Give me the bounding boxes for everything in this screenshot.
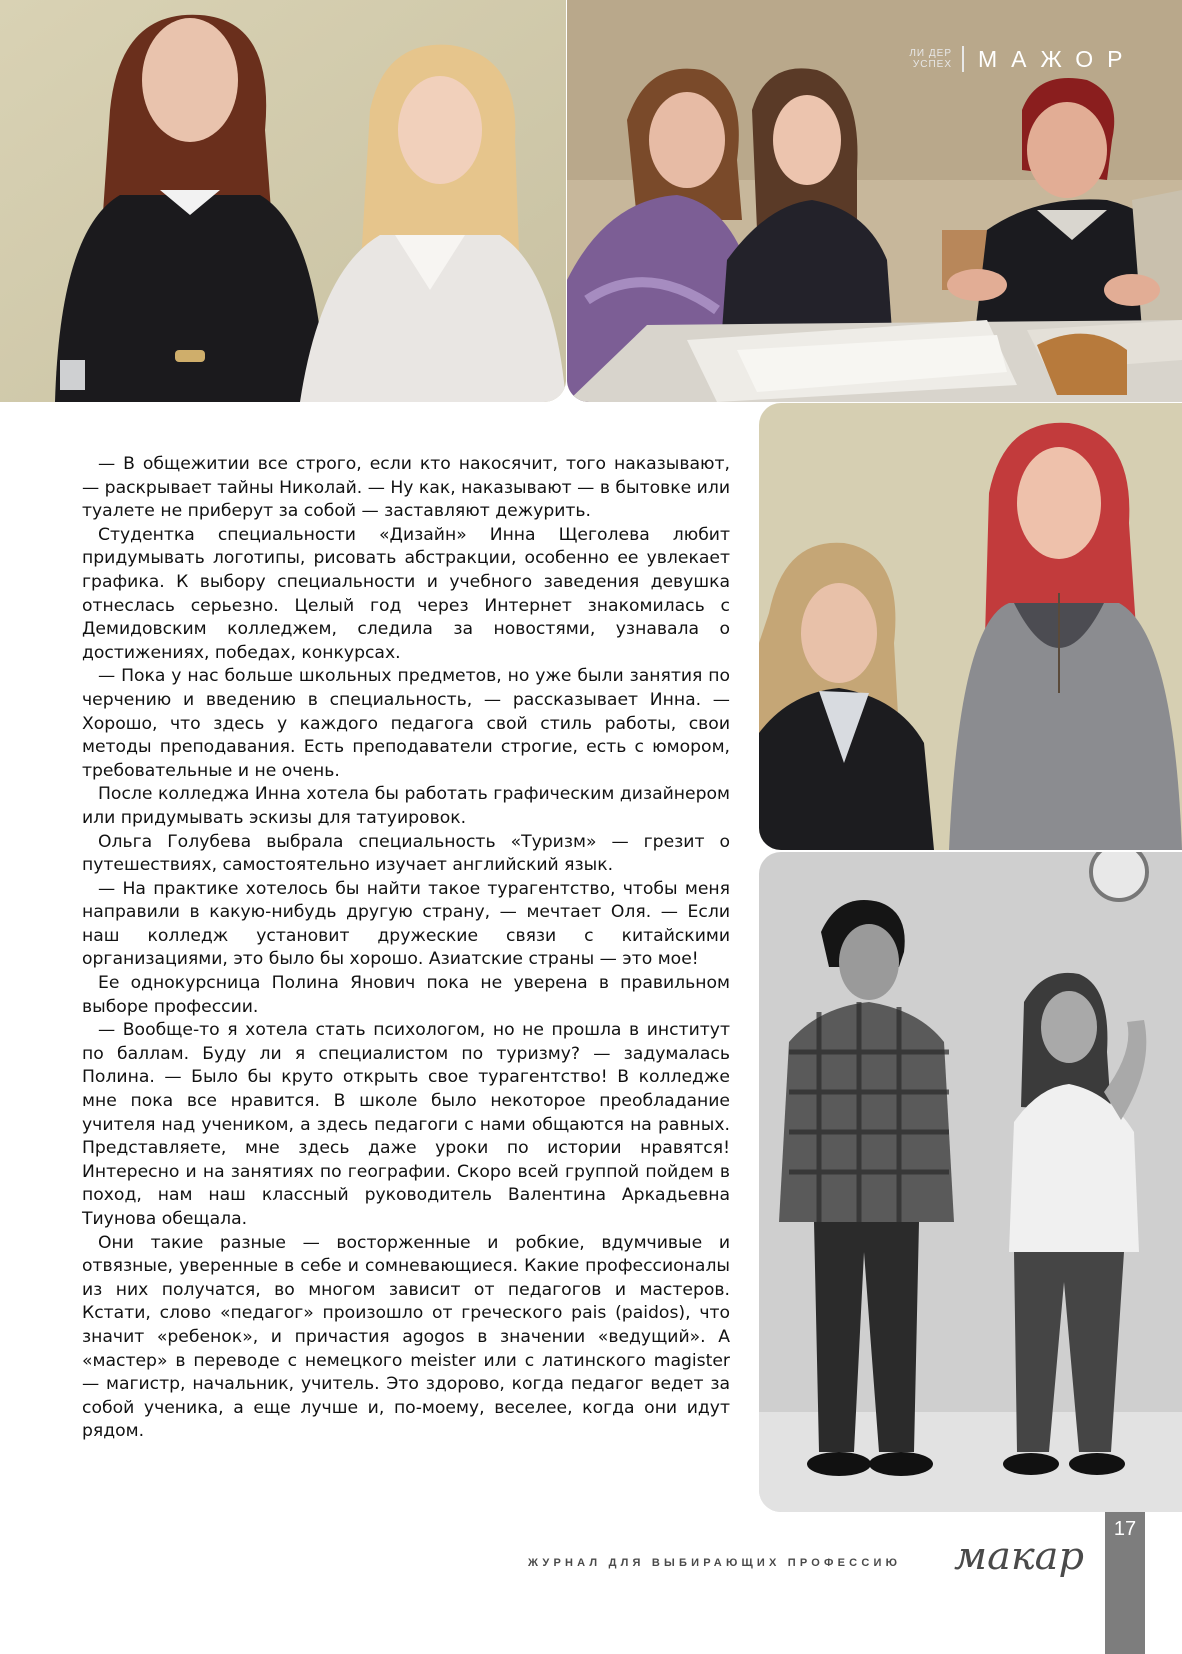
article-paragraph: Студентка специальности «Дизайн» Инна Щеголева любит придумывать логотипы, рисовать абстракции, особенно ее увлекает графика. К выбору специальности и учебного заведения девушка отнеслась серьезно. Целый год через Интернет знакомилась с Демидовским колледжем, следила за новостями, узнавала о достижениях, победах, конкурсах. (82, 524, 730, 663)
section-sublabel-line1: ЛИ ДЕР (909, 48, 952, 59)
magazine-logo (950, 1535, 1090, 1579)
photo-boy-and-girl-bw (759, 852, 1182, 1512)
page-number: 17 (1113, 1518, 1137, 1540)
article-paragraph: — Вообще-то я хотела стать психологом, но не прошла в институт по баллам. Буду ли я специалистом по туризму? — задумалась Полина. — Было бы круто открыть свое турагентство! В колледже мне пока все нравится. В школе было некоторое преобладание учителя над учеником, а здесь педагоги с нами общаются на равных. Представляете, мне здесь даже уроки по истории нравятся! Интересно и на занятиях по географии. Скоро всей группой пойдем в поход, нам наш классный руководитель Валентина Аркадьевна Тиунова обещала. (82, 1020, 730, 1229)
section-divider (962, 46, 964, 72)
article-paragraph: После колледжа Инна хотела бы работать графическим дизайнером или придумывать эскизы для татуировок. (82, 784, 730, 828)
magazine-logo-text: макар (954, 1535, 1084, 1578)
section-sublabel (892, 48, 952, 70)
article-paragraph: Они такие разные — восторженные и робкие, вдумчивые и отвязные, уверенные в себе и сомневающиеся. Какие профессионалы из них получатся, во многом зависит от педагогов и мастеров. Кстати, слово «педагог» произошло от греческого pais (paidos), что значит «ребенок», и причастия agogos в значении «ведущий». А «мастер» в переводе с немецкого meister или с латинского magister — магистр, начальник, учитель. Это здорово, когда педагог ведет за собой ученика, а еще лучше и, по-моему, веселее, когда они идут рядом. (82, 1232, 730, 1442)
section-header (892, 44, 1178, 74)
photo-two-girls (0, 0, 566, 402)
article-paragraph: — В общежитии все строго, если кто накосячит, того наказывают, — раскрывает тайны Николай. — Ну как, наказывают — в бытовке или туалете не приберут за собой — заставляют дежурить. (82, 454, 730, 522)
article-paragraph: — Пока у нас больше школьных предметов, но уже были занятия по черчению и введению в специальность, — рассказывает Инна. — Хорошо, что здесь у каждого педагога свой стиль работы, свои методы преподавания. Есть преподаватели строгие, есть с юмором, требовательные и не очень. (82, 666, 730, 781)
article-paragraph: Ольга Голубева выбрала специальность «Туризм» — грезит о путешествиях, самостоятельно изучает английский язык. (82, 831, 730, 876)
photo-inna-and-friend (759, 403, 1182, 850)
article-body (82, 453, 730, 1444)
section-title: МАЖОР (978, 45, 1137, 72)
article-paragraph: — На практике хотелось бы найти такое турагентство, чтобы меня направили в какую-нибудь другую страну, — мечтает Оля. — Если наш колледж установит дружеские связи с китайскими организациями, это было бы хорошо. Азиатские страны — это мое! (82, 878, 730, 970)
article-paragraph: Ее однокурсница Полина Янович пока не уверена в правильном выборе профессии. (82, 973, 730, 1017)
section-sublabel-line2: УСПЕХ (912, 59, 952, 70)
footer-tagline: ЖУРНАЛ ДЛЯ ВЫБИРАЮЩИХ ПРОФЕССИЮ (528, 1557, 902, 1569)
